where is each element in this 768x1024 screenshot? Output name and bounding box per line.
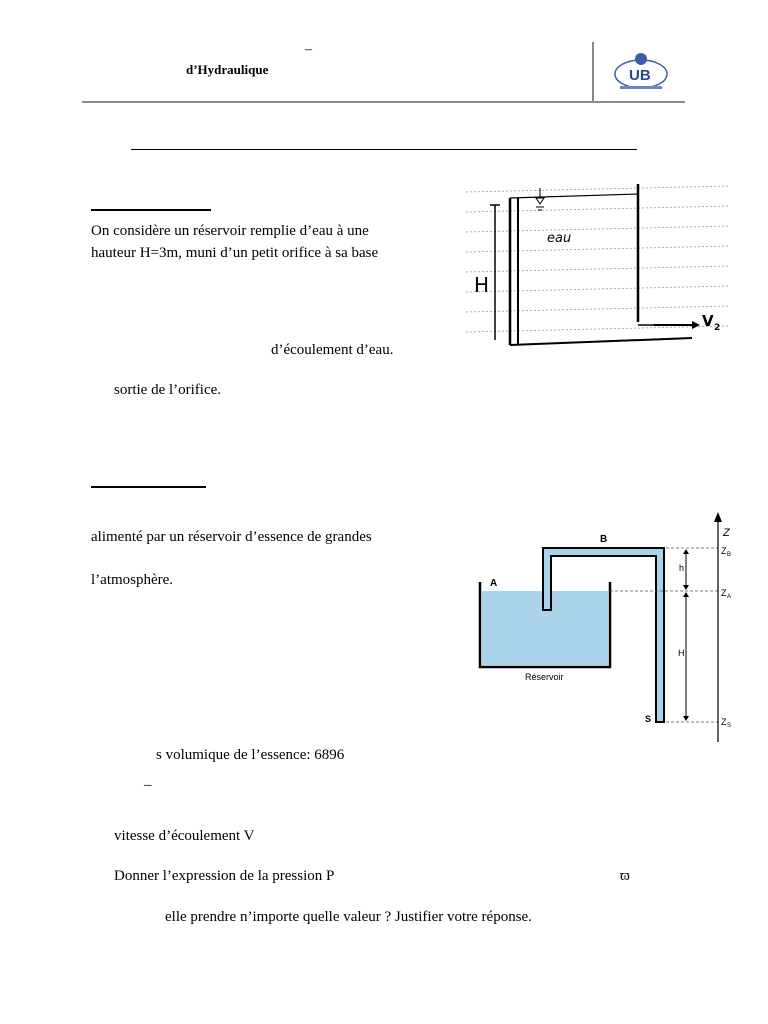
exercise1-text-line3: d’écoulement d’eau. — [271, 342, 394, 358]
h-small-label: h — [679, 563, 685, 573]
header-divider — [82, 101, 685, 103]
exercise2-text-line6: Donner l’expression de la pression P — [114, 868, 335, 884]
zs-subscript: S — [727, 723, 732, 729]
university-logo — [612, 50, 670, 94]
water-label: eau — [547, 231, 572, 246]
za-subscript: A — [727, 594, 732, 600]
zs-label: Z — [721, 717, 727, 727]
exercise1-text-line2: hauteur H=3m, muni d’un petit orifice à sa base — [91, 245, 379, 261]
course-title: d’Hydraulique — [186, 62, 269, 77]
h-big-label: H — [678, 648, 685, 658]
exercise1-heading-rule — [91, 209, 211, 211]
point-s-label: S — [645, 714, 652, 724]
exercise2-text-line7: elle prendre n’importe quelle valeur ? Justifier votre réponse. — [165, 909, 532, 925]
zb-label: Z — [721, 546, 727, 556]
z-axis-label: Z — [723, 527, 730, 539]
reservoir-label: Réservoir — [525, 672, 564, 682]
velocity-label: V — [702, 312, 714, 330]
exercise2-text-line1: alimenté par un réservoir d’essence de grandes — [91, 529, 372, 545]
title-underline — [131, 149, 637, 150]
header-divider-vertical — [592, 42, 594, 102]
exercise2-text-line4: – — [144, 777, 152, 793]
exercise2-heading-rule — [91, 486, 206, 488]
logo-text: UB — [629, 67, 651, 84]
exercise2-text-line5: vitesse d’écoulement V — [114, 828, 255, 844]
exercise1-text-line4: sortie de l’orifice. — [114, 382, 222, 398]
zb-subscript: B — [727, 552, 732, 558]
siphon-reservoir-figure — [470, 510, 740, 750]
header-dash: – — [305, 42, 312, 57]
reservoir-orifice-figure — [462, 180, 734, 365]
velocity-subscript: 2 — [714, 323, 721, 333]
za-label: Z — [721, 588, 727, 598]
exercise1-text-line1: On considère un réservoir remplie d’eau à une — [91, 223, 369, 239]
height-label: H — [474, 273, 490, 297]
exercise2-text-line3: s volumique de l’essence: 6896 — [156, 747, 345, 763]
exercise2-text-line2: l’atmosphère. — [91, 572, 174, 588]
point-a-label: A — [490, 578, 498, 589]
point-b-label: B — [600, 534, 608, 545]
omega-symbol: ϖ — [620, 868, 630, 884]
